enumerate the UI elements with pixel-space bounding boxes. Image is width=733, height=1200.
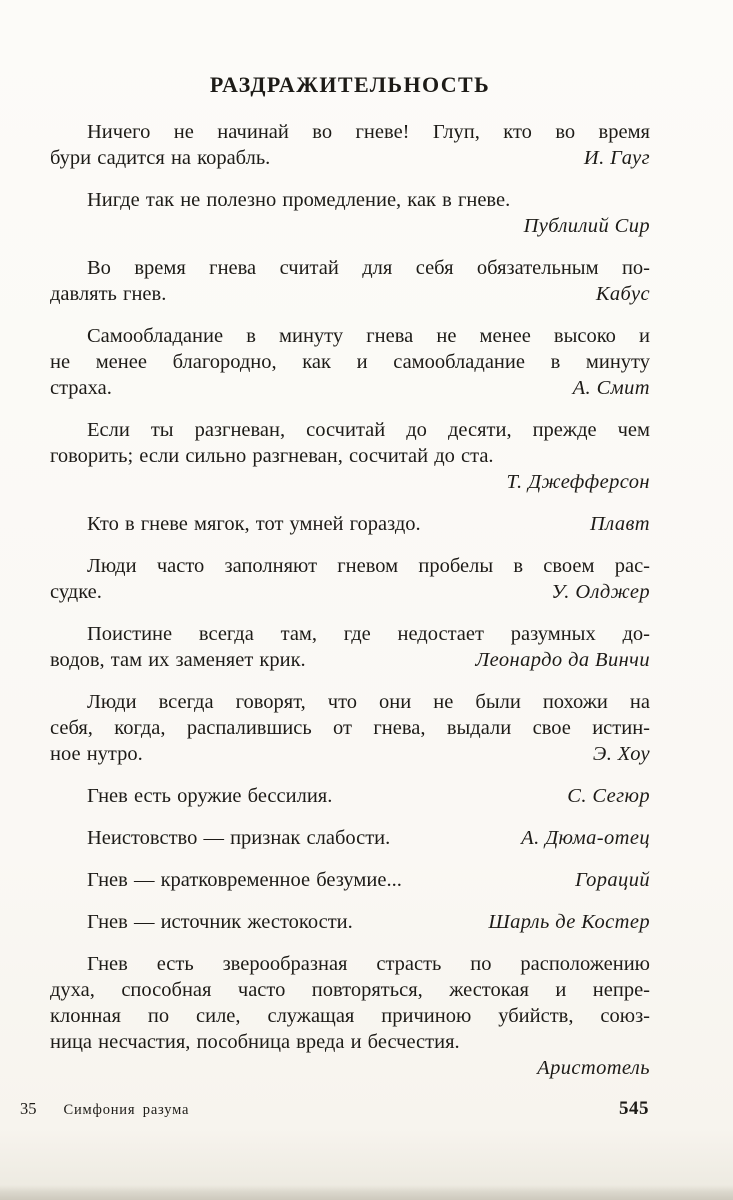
- quote-line: [50, 647, 650, 673]
- quote-author: Кабус: [595, 283, 650, 305]
- quote-text: Самообладание в минуту гнева не менее высоко и: [87, 325, 650, 347]
- quote-block: [50, 825, 650, 851]
- footer-left: [20, 1099, 189, 1119]
- quote-line: [50, 255, 650, 281]
- page-number: 545: [619, 1098, 649, 1119]
- quote-line: [50, 909, 650, 935]
- quote-line: [50, 783, 650, 809]
- quote-text: Гнев есть зверообразная страсть по расположению: [87, 953, 650, 975]
- quote-text: Поистине всегда там, где недостает разумных до-: [87, 623, 650, 645]
- quote-text: Гнев — источник жестокости.: [87, 911, 353, 933]
- scan-page-bottom-edge: [0, 1185, 733, 1200]
- quote-text: водов, там их заменяет крик.: [50, 649, 306, 671]
- quote-line: [50, 417, 650, 443]
- quote-line: [50, 375, 650, 401]
- quote-text: себя, когда, распалившись от гнева, выдали свое истин-: [50, 717, 650, 739]
- quote-author: Шарль де Костер: [488, 911, 650, 933]
- quote-text: Неистовство — признак слабости.: [87, 827, 391, 849]
- quote-text: Во время гнева считай для себя обязательным по-: [87, 257, 650, 279]
- quote-author: Э. Хоу: [592, 743, 650, 765]
- quote-line: [50, 553, 650, 579]
- quote-text: духа, способная часто повторяться, жестокая и непре-: [50, 979, 650, 1001]
- quote-text: Люди часто заполняют гневом пробелы в своем рас-: [87, 555, 650, 577]
- quote-block: [50, 119, 650, 171]
- quote-line: [50, 1029, 650, 1055]
- quote-line: [50, 689, 650, 715]
- quote-block: [50, 511, 650, 537]
- quote-line: [50, 867, 650, 893]
- quote-line: [50, 119, 650, 145]
- quote-block: [50, 255, 650, 307]
- quote-block: [50, 867, 650, 893]
- quote-author: Публилий Сир: [523, 215, 650, 237]
- quote-line: [50, 349, 650, 375]
- quote-line: [50, 281, 650, 307]
- quote-line: [50, 187, 650, 213]
- quote-author-line: [50, 213, 650, 239]
- quote-author-line: [50, 1055, 650, 1081]
- quote-text: Ничего не начинай во гневе! Глуп, кто во время: [87, 121, 650, 143]
- quote-line: [50, 323, 650, 349]
- quote-line: [50, 145, 650, 171]
- quote-line: [50, 511, 650, 537]
- quote-line: [50, 741, 650, 767]
- quote-line: [50, 621, 650, 647]
- quote-block: [50, 909, 650, 935]
- page-footer: [20, 1098, 649, 1120]
- quote-block: [50, 323, 650, 401]
- quote-author: С. Сегюр: [567, 785, 650, 807]
- quote-block: [50, 417, 650, 495]
- quote-text: Кто в гневе мягок, тот умней гораздо.: [87, 513, 421, 535]
- quote-block: [50, 951, 650, 1081]
- quote-block: [50, 187, 650, 239]
- quote-block: [50, 553, 650, 605]
- quote-text: судке.: [50, 581, 102, 603]
- quote-text: Люди всегда говорят, что они не были похожи на: [87, 691, 650, 713]
- quote-text: давлять гнев.: [50, 283, 167, 305]
- quote-author: А. Дюма-отец: [521, 827, 650, 849]
- book-title: Симфония разума: [63, 1102, 190, 1118]
- quote-author: И. Гауг: [583, 147, 650, 169]
- quote-block: [50, 783, 650, 809]
- quote-author: Плавт: [590, 513, 650, 535]
- quote-line: [50, 1003, 650, 1029]
- quote-author-line: [50, 469, 650, 495]
- quote-line: [50, 951, 650, 977]
- quote-line: [50, 715, 650, 741]
- quote-block: [50, 621, 650, 673]
- quote-line: [50, 443, 650, 469]
- quote-text: бури садится на корабль.: [50, 147, 271, 169]
- quote-line: [50, 825, 650, 851]
- quote-text: говорить; если сильно разгневан, сосчитай до ста.: [50, 445, 494, 467]
- quote-text: Гнев — кратковременное безумие...: [87, 869, 402, 891]
- quote-author: У. Олджер: [551, 581, 650, 603]
- quote-text: Гнев есть оружие бессилия.: [87, 785, 333, 807]
- quote-block: [50, 689, 650, 767]
- page-title: РАЗДРАЖИТЕЛЬНОСТЬ: [209, 72, 491, 97]
- quote-text: клонная по силе, служащая причиною убийств, союз-: [50, 1005, 650, 1027]
- quote-author: Аристотель: [537, 1057, 650, 1079]
- printer-signature-number: 35: [20, 1099, 37, 1118]
- quote-text: ница несчастия, пособница вреда и бесчестия.: [50, 1031, 460, 1053]
- quote-line: [50, 977, 650, 1003]
- quote-text: Если ты разгневан, сосчитай до десяти, прежде чем: [87, 419, 650, 441]
- quote-text: не менее благородно, как и самообладание в минуту: [50, 351, 650, 373]
- quote-author: Леонардо да Винчи: [475, 649, 650, 671]
- quote-text: Нигде так не полезно промедление, как в гневе.: [87, 189, 511, 211]
- quote-text: ное нутро.: [50, 743, 143, 765]
- quote-author: Т. Джефферсон: [506, 471, 650, 493]
- quotes-list: [50, 98, 650, 1081]
- quote-author: Гораций: [575, 869, 650, 891]
- page-text-block: [50, 0, 650, 1097]
- quote-text: страха.: [50, 377, 112, 399]
- quote-line: [50, 579, 650, 605]
- quote-author: А. Смит: [572, 377, 650, 399]
